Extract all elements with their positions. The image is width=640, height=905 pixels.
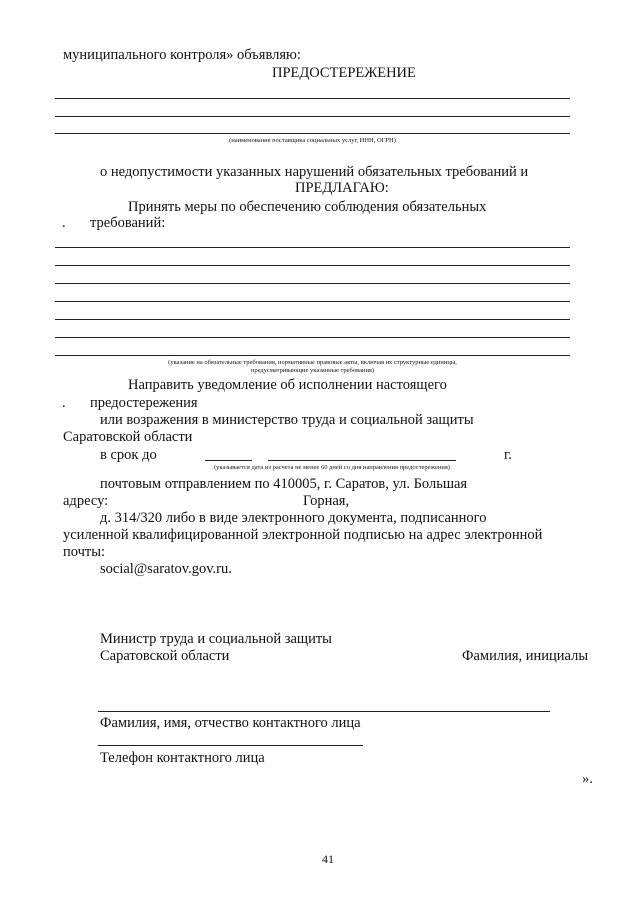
contact-name-blank [98, 711, 550, 712]
document-title: ПРЕДОСТЕРЕЖЕНИЕ [272, 65, 416, 81]
signatory-name: Фамилия, инициалы [462, 648, 589, 664]
requirements-caption-1: (указание на обязательные требования, нормативные правовые акты, включая их структурные единицы, [168, 359, 457, 366]
measures-line-2: требований: [90, 215, 166, 231]
requirements-blank-line-6 [55, 337, 570, 338]
violation-line: о недопустимости указанных нарушений обязательных требований и [100, 164, 529, 180]
supplier-blank-line-3 [55, 133, 570, 134]
page-number: 41 [322, 852, 334, 866]
contact-phone-blank [98, 745, 363, 746]
contact-phone-label: Телефон контактного лица [100, 750, 265, 766]
notify-line-3: или возражения в министерство труда и социальной защиты [100, 412, 474, 428]
intro-line: муниципального контроля» объявляю: [63, 47, 301, 63]
measures-line-1: Принять меры по обеспечению соблюдения обязательных [128, 199, 487, 215]
requirements-blank-line-5 [55, 319, 570, 320]
requirements-blank-line-7 [55, 355, 570, 356]
signatory-title-2: Саратовской области [100, 648, 230, 664]
deadline-blank-long [268, 460, 456, 461]
signatory-title-1: Министр труда и социальной защиты [100, 631, 332, 647]
supplier-blank-line-2 [55, 116, 570, 117]
deadline-prefix: в срок до [100, 447, 157, 463]
address-line-1: почтовым отправлением по 410005, г. Саратов, ул. Большая [100, 476, 468, 492]
deadline-blank-short [205, 460, 252, 461]
address-line-4: усиленной квалифицированной электронной подписью на адрес электронной [63, 527, 543, 543]
notify-bullet: . [62, 395, 66, 411]
requirements-blank-line-4 [55, 301, 570, 302]
address-line-2a: адресу: [63, 493, 109, 509]
requirements-caption-2: предусматривающие указанные требования) [250, 367, 375, 374]
requirements-blank-line-3 [55, 283, 570, 284]
notify-line-1: Направить уведомление об исполнении настоящего [128, 377, 447, 393]
notify-line-4: Саратовской области [63, 429, 193, 445]
closing-mark: ». [582, 771, 593, 787]
contact-email: social@saratov.gov.ru. [100, 561, 232, 577]
notify-line-2: предостережения [90, 395, 198, 411]
supplier-caption: (наименование поставщика социальных услуг, ИНН, ОГРН) [229, 137, 396, 144]
supplier-blank-line-1 [55, 98, 570, 99]
deadline-caption: (указывается дата из расчета не менее 60 дней со дня направления предостережения) [214, 464, 450, 471]
contact-name-label: Фамилия, имя, отчество контактного лица [100, 715, 361, 731]
address-line-5: почты: [63, 544, 106, 560]
measures-bullet: . [62, 215, 66, 231]
proposal-heading: ПРЕДЛАГАЮ: [295, 180, 389, 196]
requirements-blank-line-2 [55, 265, 570, 266]
address-line-3: д. 314/320 либо в виде электронного документа, подписанного [100, 510, 487, 526]
deadline-suffix: г. [504, 447, 512, 463]
address-line-2b: Горная, [303, 493, 350, 509]
requirements-blank-line-1 [55, 247, 570, 248]
